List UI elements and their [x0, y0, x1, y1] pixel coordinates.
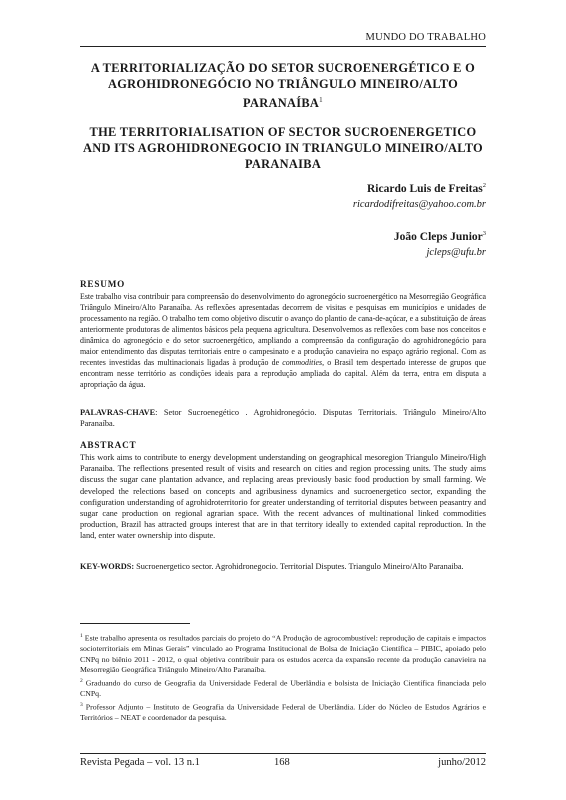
keywords-en-label: KEY-WORDS: [80, 562, 135, 571]
keywords-en-text: Sucroenergetico sector. Agrohidronegocio. Territorial Disputes. Triangulo Mineiro/Alto Paranaiba. [134, 562, 464, 571]
resumo-body [80, 291, 486, 390]
author-name [394, 230, 486, 243]
author-1 [353, 182, 486, 210]
resumo-text-part1: Este trabalho visa contribuir para compreensão do desenvolvimento do agronegócio sucroenergético na Mesorregião Geográfica Triângulo Mineiro/Alto Paranaíba. As reflexões apresentadas decorrem de visitas e pesquisas em municípios e unidades de processamento na região. O trabalho tem como objetivo discutir o avanço do plantio de cana-de-açúcar, e a substituição de áreas anteriormente produtoras de alimentos básicos pela pequena agricultura. Desenvolvemos as reflexões com base nos conceitos e dinâmica do agronegócio e do setor sucroenergético, ampliando a compreensão da configuração do agrohidronegócio para maior entendimento das disputas territoriais entre o campesinato e a produção canavieira no espaço agrário regional. Com as recentes investidas das multinacionais ligadas à produção de [80, 292, 486, 367]
issue-date: junho/2012 [438, 757, 486, 768]
footnote-number: 3 [80, 701, 83, 708]
footnote-1 [80, 631, 486, 676]
footnotes [80, 631, 486, 724]
author-footnote-mark: 3 [482, 230, 486, 237]
keywords-portuguese [80, 407, 486, 429]
abstract-heading: ABSTRACT [80, 440, 137, 450]
keywords-pt-text: : Setor Sucroenegético . Agrohidronegócio. Disputas Territoriais. Triângulo Mineiro/Alto Paranaíba. [80, 408, 486, 429]
keywords-english [80, 561, 486, 572]
author-name-text: Ricardo Luis de Freitas [367, 182, 483, 195]
footnote-number: 2 [80, 677, 83, 684]
keywords-pt-label: PALAVRAS-CHAVE [80, 408, 156, 417]
resumo-heading: RESUMO [80, 279, 126, 289]
title-english: THE TERRITORIALISATION OF SECTOR SUCROENERGETICO AND ITS AGROHIDRONEGOCIO IN TRIANGULO MINEIRO/ALTO PARANAIBA [83, 125, 483, 171]
author-2 [394, 230, 486, 258]
page-number: 168 [274, 757, 290, 768]
resumo-italic-term: commodities [282, 358, 323, 367]
author-email: jcleps@ufu.br [426, 246, 486, 258]
footnote-text: Este trabalho apresenta os resultados parciais do projeto do “A Produção de agrocombustível: reprodução de capitais e impactos socioterritoriais em Minas Gerais” vinculado ao Programa Institucional de Bolsa de Iniciação Científica – PIBIC, apoiado pelo CNPq no biênio 2011 - 2012, o qual objetiva contribuir para os estudos acerca da expansão recente da produção canavieira na Mesorregião Geográfica Triângulo Mineiro/Alto Paranaíba. [80, 633, 486, 675]
footnote-text: Graduando do curso de Geografia da Universidade Federal de Uberlândia e bolsista de Iniciação Científica financiada pelo CNPq. [80, 678, 486, 699]
author-footnote-mark: 2 [482, 182, 486, 189]
journal-citation: Revista Pegada – vol. 13 n.1 [80, 757, 200, 768]
title-footnote-mark: 1 [319, 96, 323, 104]
footnote-number: 1 [80, 633, 83, 639]
footnote-2 [80, 676, 486, 700]
author-email: ricardodifreitas@yahoo.com.br [352, 198, 486, 210]
title-portuguese-text: A TERRITORIALIZAÇÃO DO SETOR SUCROENERGÉTICO E O AGROHIDRONEGÓCIO NO TRIÂNGULO MINEIRO/ALTO PARANAÍBA [90, 61, 476, 111]
footer-rule [80, 753, 486, 754]
title-portuguese [80, 60, 486, 111]
abstract-body: This work aims to contribute to energy development understanding on geographical mesoregion Triangulo Mineiro/High Paranaiba. The reflections presented result of visits and research on cities and region processing units. The study aims discuss the sugar cane plantation advance, and replacing areas previously basic food production by small farming. We developed the relections based on concepts and agribusiness dynamics and sucroenergetico sector, expanding the configuration understanding of agrohidroterritorio for greater understanding of territorial disputes between peasantry and sugar cane production on regional agrarian space. With the recent advances of multinational linked commodities production, Brazil has attracted groups interest that are in that territory ideally to extended capital reproduction. In the land, enter water ownership into dispute. [80, 453, 486, 541]
author-name [353, 182, 486, 195]
footnote-text: Professor Adjunto – Instituto de Geografia da Universidade Federal de Uberlândia. Líder do Núcleo de Estudos Agrários e Territórios – NEAT e coordenador da pesquisa. [80, 702, 486, 722]
resumo-text-part2: , o Brasil tem despertado interesse de grupos que encontram nesse território as condições ideais para a reprodução ampliada do capital. Além da terra, entra em disputa a apropriação da água. [80, 358, 486, 389]
section-label: MUNDO DO TRABALHO [365, 32, 486, 43]
footnote-3 [80, 700, 486, 724]
author-name-text: João Cleps Junior [393, 230, 483, 243]
footnote-separator [80, 623, 190, 624]
header-rule [80, 46, 486, 47]
